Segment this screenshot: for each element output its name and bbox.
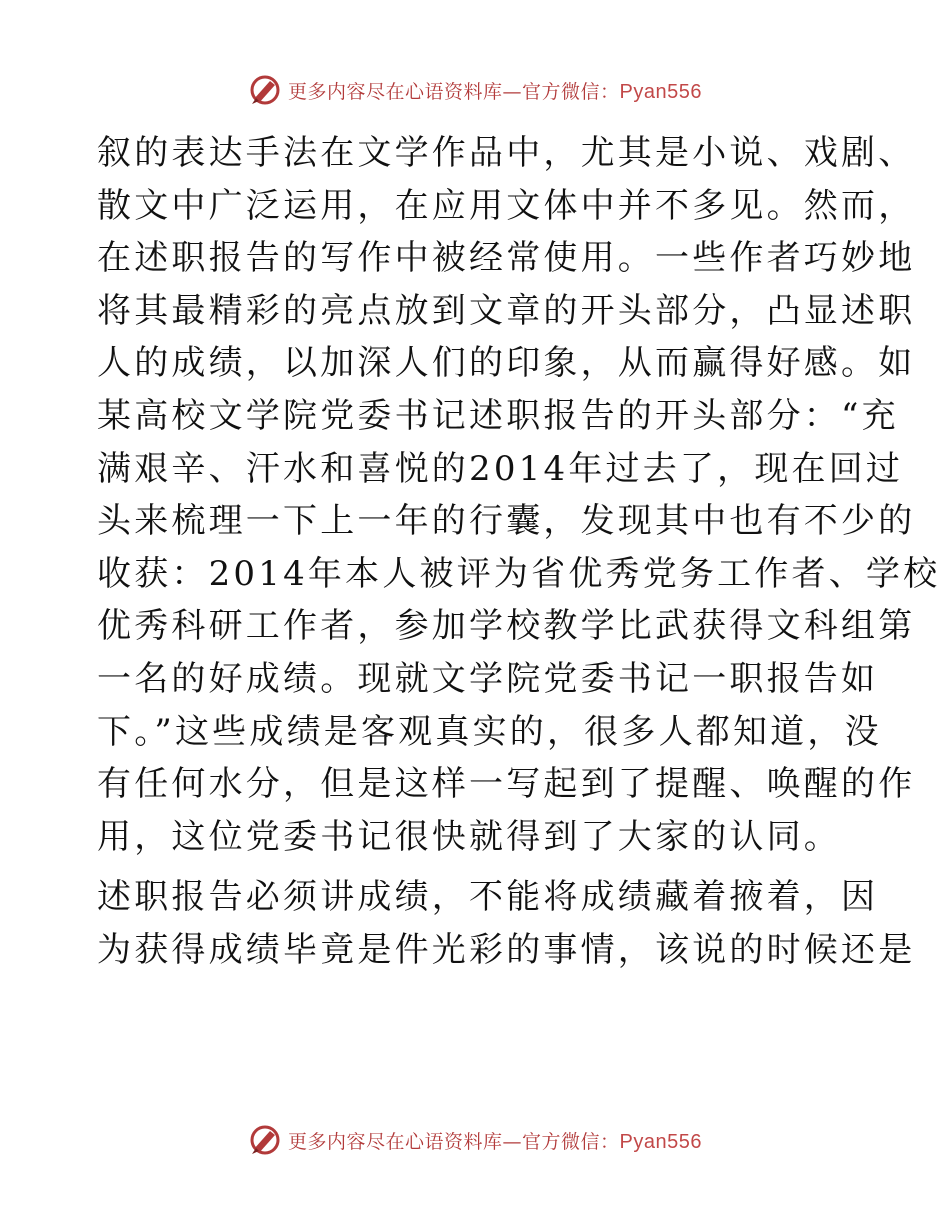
text-line: 一名的好成绩。现就文学院党委书记一职报告如	[97, 658, 879, 699]
banner-caption: 更多内容尽在心语资料库—官方微信：	[288, 80, 620, 103]
text-line: 散文中广泛运用，在应用文体中并不多见。然而，	[97, 185, 916, 226]
document-body	[97, 127, 941, 977]
banner-wechat-id: Pyan556	[619, 1130, 702, 1153]
footer-banner	[0, 1120, 950, 1160]
text-line: 述职报告必须讲成绩，不能将成绩藏着掖着，因	[97, 877, 879, 918]
banner-wechat-id: Pyan556	[619, 80, 702, 103]
text-line: 在述职报告的写作中被经常使用。一些作者巧妙地	[97, 238, 916, 279]
text-line: 满艰辛、汗水和喜悦的2014年过去了，现在回过	[97, 448, 904, 489]
text-line: 某高校文学院党委书记述职报告的开头部分：“充	[97, 395, 899, 436]
paragraph-spacer	[97, 863, 857, 871]
header-banner	[0, 70, 950, 110]
text-line: 人的成绩，以加深人们的印象，从而赢得好感。如	[97, 343, 916, 384]
text-line: 下。”这些成绩是客观真实的，很多人都知道，没	[97, 711, 882, 752]
pen-logo-icon	[248, 1123, 282, 1157]
text-line: 叙的表达手法在文学作品中，尤其是小说、戏剧、	[97, 133, 916, 173]
text-line: 为获得成绩毕竟是件光彩的事情，该说的时候还是	[97, 929, 916, 970]
text-line: 将其最精彩的亮点放到文章的开头部分，凸显述职	[97, 290, 916, 331]
banner-text	[288, 1127, 702, 1154]
paragraph-1	[97, 127, 941, 863]
paragraph-2	[97, 871, 916, 976]
text-line: 头来梳理一下上一年的行囊，发现其中也有不少的	[97, 501, 916, 542]
pen-logo-icon	[248, 73, 282, 107]
text-line: 优秀科研工作者，参加学校教学比武获得文科组第	[97, 606, 916, 647]
text-line: 有任何水分，但是这样一写起到了提醒、唤醒的作	[97, 764, 916, 805]
banner-caption: 更多内容尽在心语资料库—官方微信：	[288, 1130, 620, 1153]
text-line: 收获：2014年本人被评为省优秀党务工作者、学校	[97, 553, 941, 594]
text-line: 用，这位党委书记很快就得到了大家的认同。	[97, 816, 841, 857]
banner-text	[288, 77, 702, 104]
